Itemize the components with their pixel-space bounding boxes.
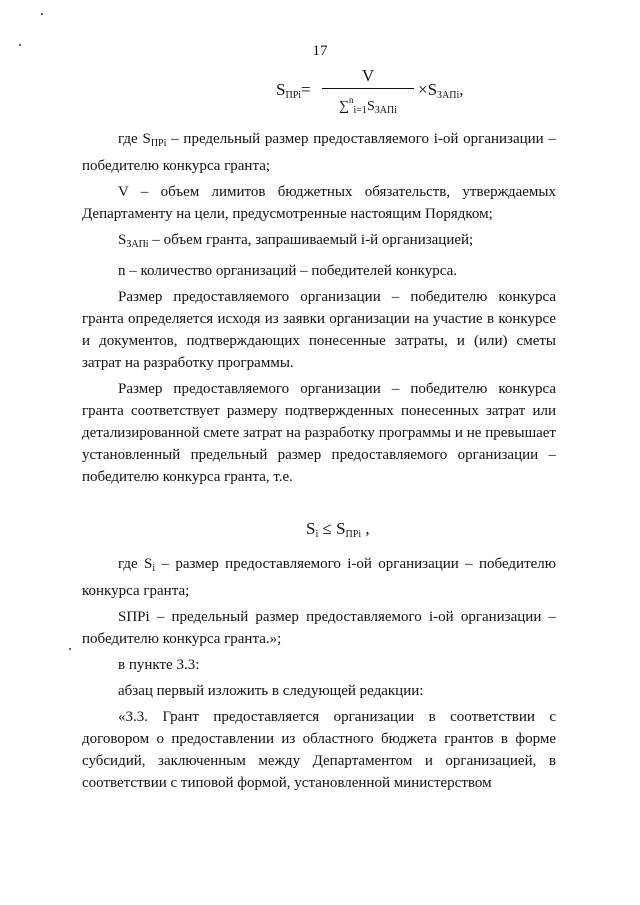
- grant-size-paragraph: Размер предоставляемого организации – победителю конкурса гранта определяется исходя из заявки организации на участие в конкурсе и документов, подтверждающих понесенные затраты, и (или) сметы затрат на разработку программы.: [82, 289, 556, 371]
- scan-speck: [41, 13, 43, 15]
- definitions-block: [82, 128, 556, 488]
- fraction-bar: [322, 88, 414, 89]
- grant-inequality-formula: $S_i \le S_{ПРi}$ ,: [306, 519, 370, 540]
- formula-numerator: V: [361, 66, 375, 85]
- definition-s-i: где $S_i$ – размер предоставляемого i-ой организации – победителю конкурса гранта;: [82, 556, 556, 599]
- definition-s-zapi: $S_{ЗАПi}$ – объем гранта, запрашиваемый i-й организацией;: [118, 232, 474, 250]
- clause-3-3-heading: в пункте 3.3:: [118, 657, 200, 673]
- formula-denominator: $\sum^n_{i=1}S_{ЗАПi}$: [339, 95, 397, 116]
- definition-n: n – количество организаций – победителей конкурса.: [118, 263, 457, 279]
- clause-3-3-text: «3.3. Грант предоставляется организации в соответствии с договором о предоставлении из областного бюджета грантов в форме субсидий, заключенным между Департаментом и организацией, в соответствии с типовой формой, установленной министерством: [82, 709, 556, 791]
- scan-speck: [69, 648, 71, 650]
- definitions-block-2: [82, 553, 556, 794]
- definition-s-pri-2: SПРi – предельный размер предоставляемого i-ой организации – победителю конкурса гранта.»;: [82, 609, 556, 647]
- page-number: 17: [312, 43, 328, 59]
- instruction-paragraph: абзац первый изложить в следующей редакции:: [118, 683, 424, 699]
- formula-fraction: [322, 66, 414, 120]
- definition-s-pri: где $S_{ПРi}$ – предельный размер предоставляемого i-ой организации – победителю конкурса гранта;: [82, 131, 556, 174]
- formula-lhs: $S_{ПРi}=$: [276, 80, 311, 101]
- definition-v: V – объем лимитов бюджетных обязательств, утверждаемых Департаменту на цели, предусмотренные настоящим Порядком;: [82, 184, 556, 222]
- grant-limit-paragraph: Размер предоставляемого организации – победителю конкурса гранта соответствует размеру подтвержденных понесенных затрат или детализированной смете затрат на разработку программы и не превышает установленный предельный размер предоставляемого организации – победителю конкурса гранта, т.е.: [82, 381, 556, 485]
- formula-rhs: $\times S_{ЗАПi}$,: [418, 80, 464, 101]
